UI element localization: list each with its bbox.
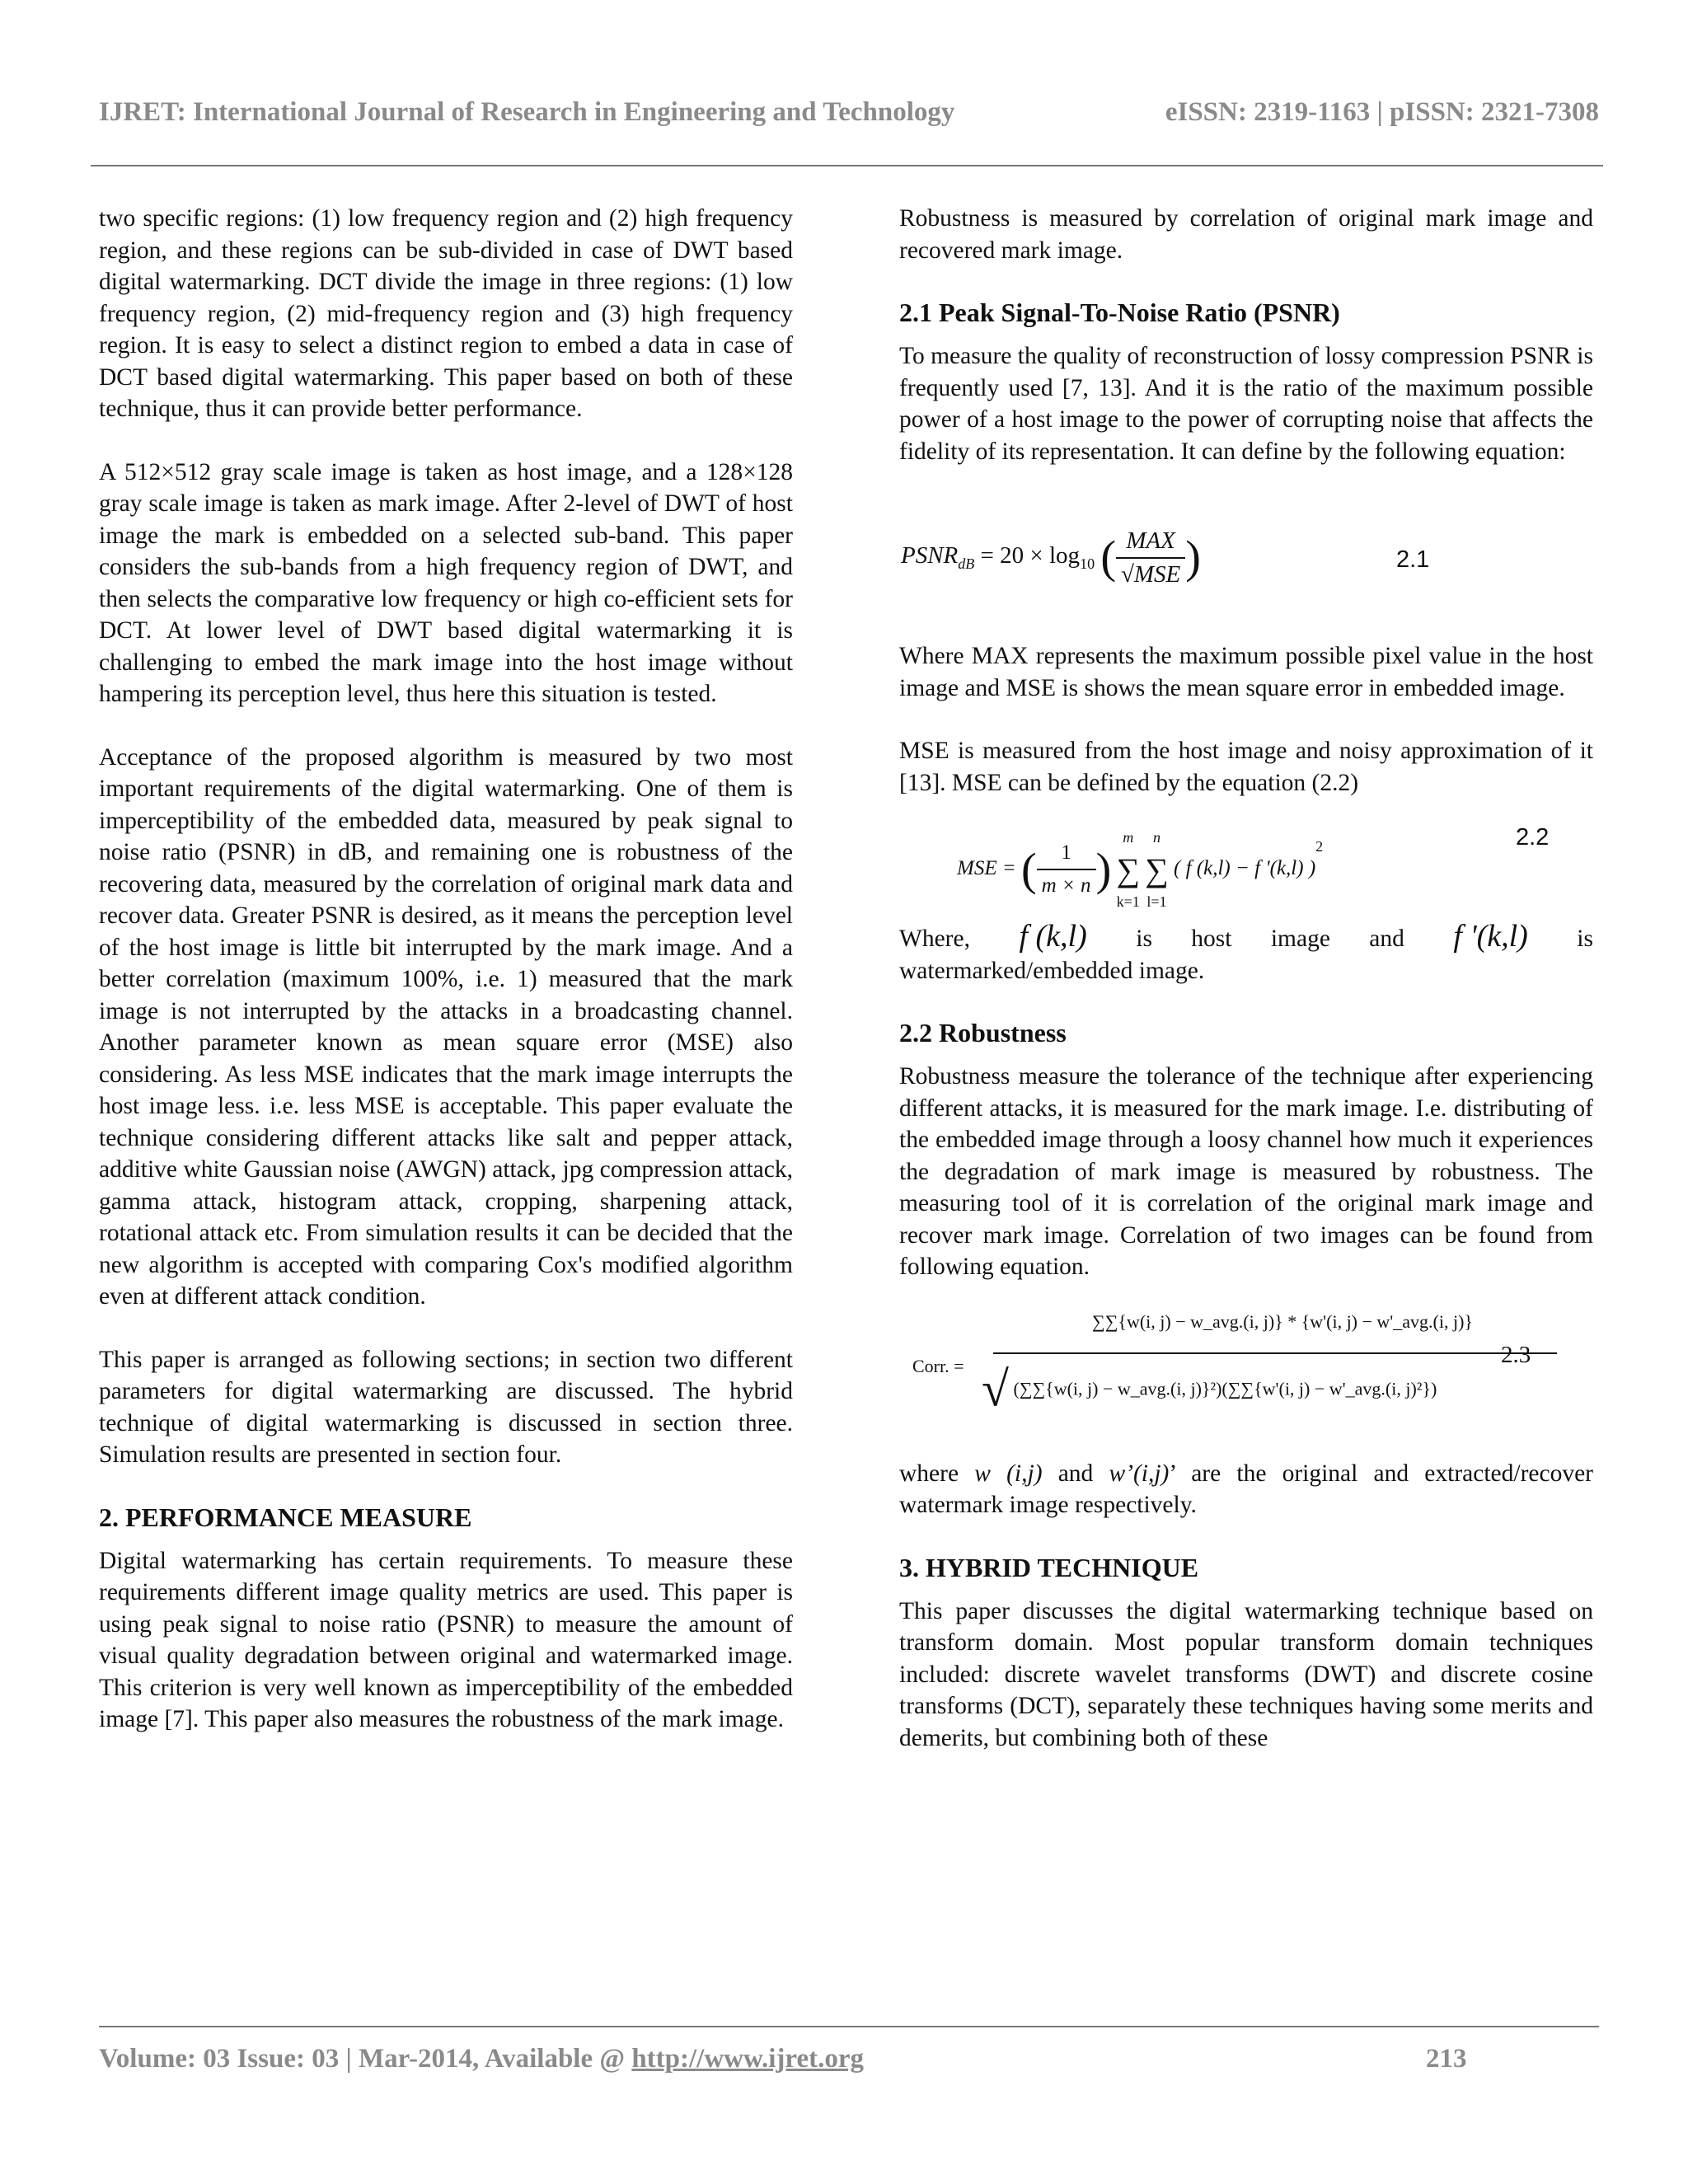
equation-psnr: $PSNR_{dB} = 20 \times \log_{10}$ ( $\frac{\text{MAX}}{\text{√MSE}}$ ) 2.1 [899, 499, 1593, 622]
right-column [899, 203, 1593, 1754]
paragraph: To measure the quality of reconstruction of lossy compression PSNR is frequently used [7, 13]. And it is the ratio of the maximum possible power of a host image to the power of corrupting noise that affects the fidelity of its representation. It can define by the following equation: [899, 343, 1593, 465]
section-heading-hybrid: 3. HYBRID TECHNIQUE [899, 1552, 1199, 1582]
paragraph: This paper is arranged as following sections; in section two different parameters for digital watermarking are discussed. The hybrid technique of digital watermarking is discussed in section three. Simulation results are presented in section four. [99, 1346, 793, 1468]
paragraph: Acceptance of the proposed algorithm is measured by two most important requirements of the digital watermarking. One of them is imperceptibility of the embedded data, measured by peak signal to noise ratio (PSNR) in dB, and remaining one is robustness of the recovering data, measured by the correlation of original mark data and recover data. Greater PSNR is desired, as it means the perception level of the host image is little bit interrupted by the mark image. And a better correlation (maximum 100%, i.e. 1) measured that the mark image is not interrupted by the attacks in a broadcasting channel. Another parameter known as mean square error (MSE) also considering. As less MSE indicates that the mark image interrupts the host image less. i.e. less MSE is acceptable. This paper evaluate the technique considering different attacks like salt and pepper attack, additive white Gaussian noise (AWGN) attack, jpg compression attack, gamma attack, histogram attack, cropping, sharpening attack, rotational attack etc. From simulation results it can be decided that the new algorithm is accepted with comparing Cox's modified algorithm even at different attack condition. [99, 743, 793, 1310]
paragraph: where w (i,j) and w’(i,j)’ are the original and extracted/recover watermark image respectively. [899, 1460, 1594, 1518]
left-column [99, 203, 793, 1736]
paragraph: Robustness measure the tolerance of the technique after experiencing different attacks, it is measured for the mark image. I.e. distributing of the embedded image through a loosy channel how much it experiences the degradation of mark image is measured by robustness. The measuring tool of it is correlation of the original mark image and recover mark image. Correlation of two images can be found from following equation. [899, 1063, 1593, 1280]
where-line: Where, f (k,l) is host image and f '(k,l) is [899, 919, 1593, 954]
paragraph: watermarked/embedded image. [899, 957, 1205, 984]
equation-label: 2.1 [1396, 546, 1430, 573]
paragraph: This paper discusses the digital watermarking technique based on transform domain. Most popular transform domain techniques included: discrete wavelet transforms (DWT) and discrete cosine transforms (DCT), separately these techniques having some merits and demerits, but combining both of these [899, 1597, 1593, 1751]
section-heading-robustness: 2.2 Robustness [899, 1018, 1067, 1047]
paragraph: Robustness is measured by correlation of original mark image and recovered mark image. [899, 205, 1593, 264]
paragraph: Where MAX represents the maximum possible pixel value in the host image and MSE is shows the mean square error in embedded image. [899, 643, 1593, 701]
section-heading-performance: 2. PERFORMANCE MEASURE [99, 1502, 472, 1532]
journal-title: IJRET: International Journal of Research in Engineering and Technology [99, 97, 955, 127]
footer-rule [99, 2026, 1599, 2027]
section-heading-psnr: 2.1 Peak Signal-To-Noise Ratio (PSNR) [899, 298, 1340, 327]
equation-correlation: Corr. = ∑∑{w(i, j) − w_avg.(i, j)} * {w'(i, j) − w'_avg.(i, j)} √ (∑∑{w(i, j) − w_avg.(i, j)}²)(∑∑{w'(i, j) − w'_avg.(i, j)²}) 2.3 [899, 1301, 1593, 1441]
paragraph: A 512×512 gray scale image is taken as host image, and a 128×128 gray scale image is taken as mark image. After 2-level of DWT of host image the mark is embedded on a selected sub-band. This paper considers the sub-bands from a high frequency region of DWT, and then selects the comparative low frequency or high co-efficient sets for DCT. At lower level of DWT based digital watermarking it is challenging to embed the mark image into the host image without hampering its perception level, thus here this situation is tested. [99, 458, 793, 707]
equation-label: 2.2 [1516, 824, 1550, 851]
equation-mse: MSE = ( $\frac{1}{m \times n}$ ) m ∑ k=1 n ∑ l=1 ( f (k,l) − f '(k,l) )$^2$ 2.2 [899, 810, 1593, 909]
footer-volume: Volume: 03 Issue: 03 | Mar-2014, Available @ [99, 2044, 632, 2074]
journal-link[interactable]: http://www.ijret.org [631, 2044, 864, 2074]
equation-label: 2.3 [1501, 1341, 1531, 1368]
paragraph: Digital watermarking has certain requirements. To measure these requirements different image quality metrics are used. This paper is using peak signal to noise ratio (PSNR) to measure the amount of visual quality degradation between original and watermarked image. This criterion is very well known as imperceptibility of the embedded image [7]. This paper also measures the robustness of the mark image. [99, 1547, 793, 1732]
issn: eISSN: 2319-1163 | pISSN: 2321-7308 [1165, 97, 1599, 127]
page-number: 213 [1426, 2044, 1467, 2074]
paragraph: two specific regions: (1) low frequency region and (2) high frequency region, and these regions can be sub-divided in case of DWT based digital watermarking. DCT divide the image in three regions: (1) low frequency region, (2) mid-frequency region and (3) high frequency region. It is easy to select a distinct region to embed a data in case of DCT based digital watermarking. This paper based on both of these technique, thus it can provide better performance. [99, 205, 793, 422]
paragraph: MSE is measured from the host image and noisy approximation of it [13]. MSE can be defined by the equation (2.2) [899, 738, 1593, 796]
header-rule [91, 165, 1603, 166]
